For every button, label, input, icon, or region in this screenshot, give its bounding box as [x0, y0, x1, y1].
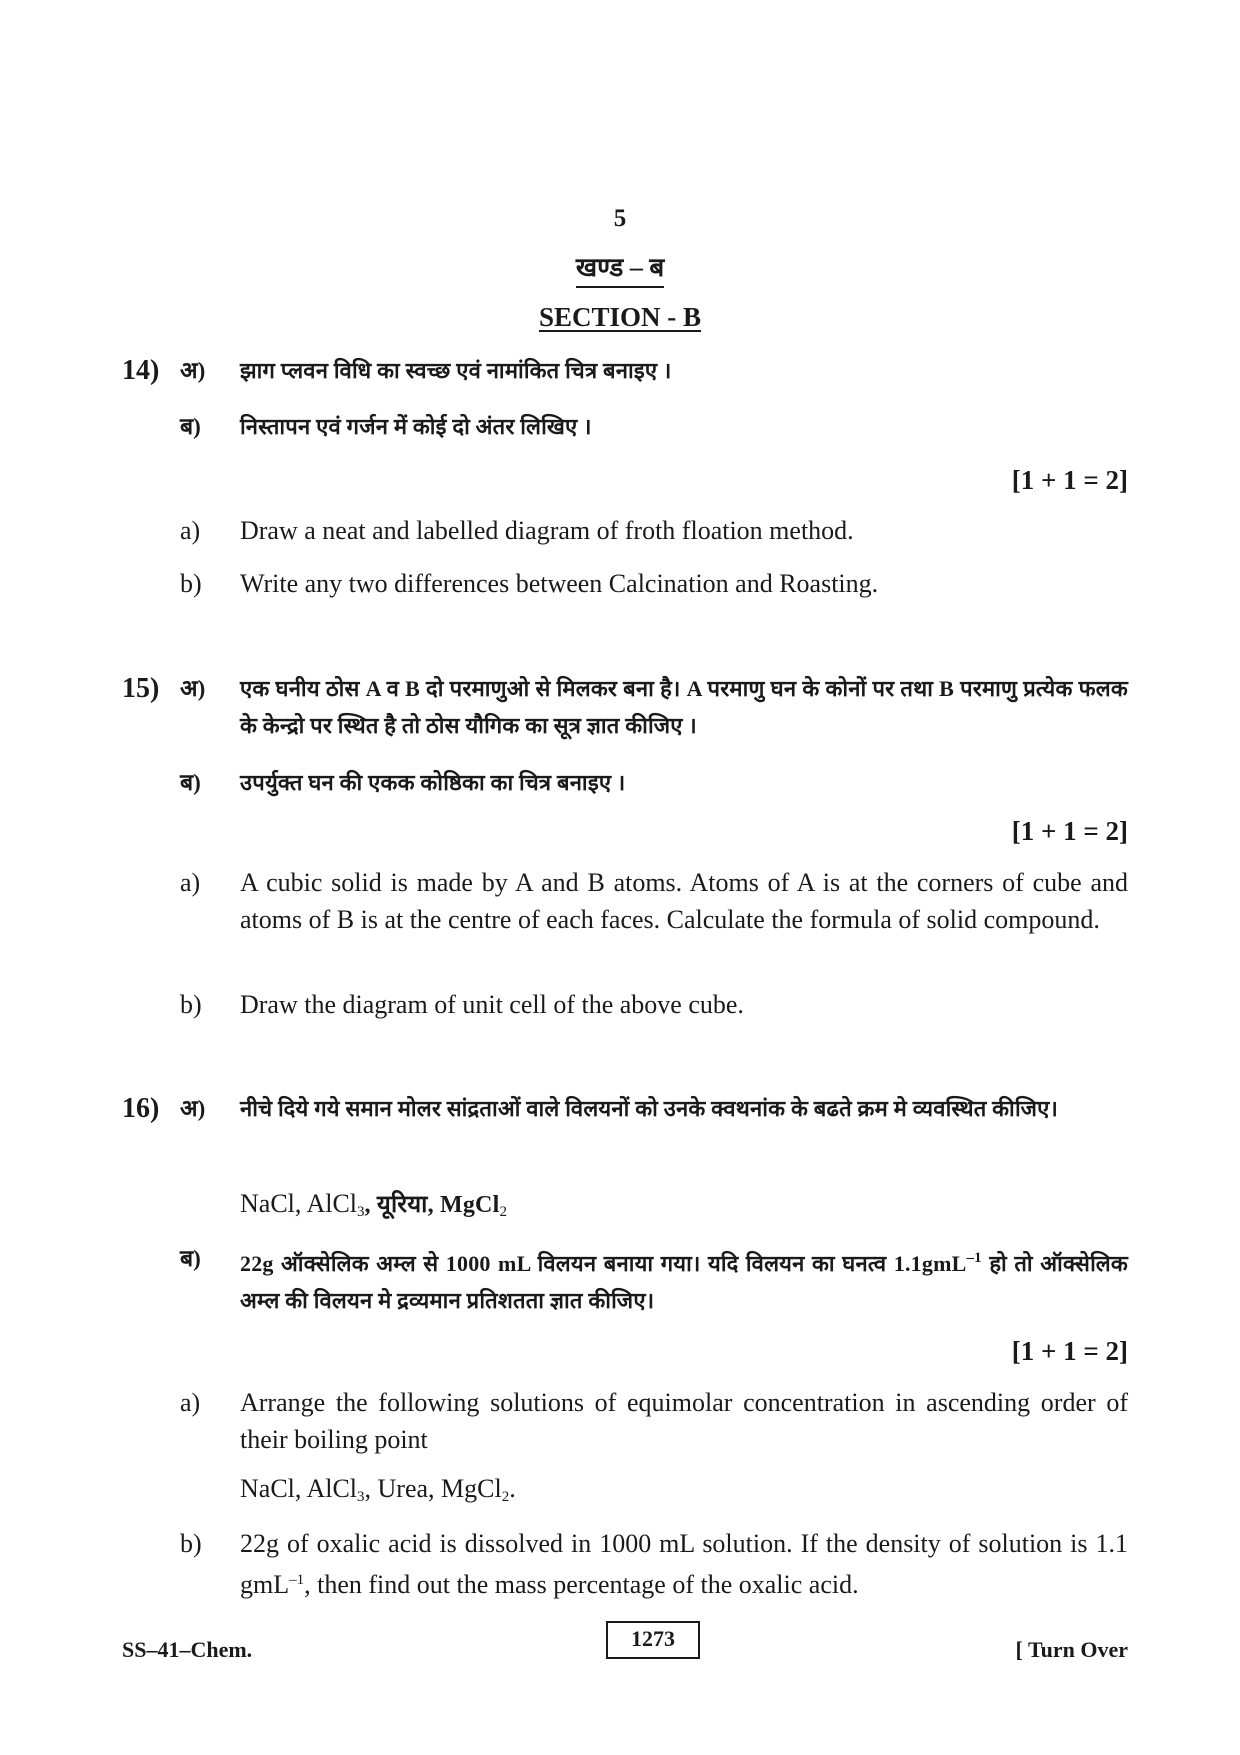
page-code-box: 1273 — [606, 1621, 700, 1659]
option-label: b) — [180, 1529, 202, 1558]
option-label: ब) — [180, 414, 201, 439]
option-label: ब) — [180, 770, 201, 795]
question-text: नीचे दिये गये समान मोलर सांद्रताओं वाले विलयनों को उनके क्वथनांक के बढते क्रम मे व्यवस्थित कीजिए। — [240, 1096, 1059, 1121]
section-heading-english: SECTION - B — [538, 302, 702, 332]
option-label: ब) — [180, 1246, 201, 1271]
question-text: उपर्युक्त घन की एकक कोष्ठिका का चित्र बनाइए । — [240, 770, 626, 795]
solution-list: NaCl, AlCl$_3$, यूरिया, MgCl$_2$ — [240, 1189, 507, 1220]
option-label: अ) — [180, 676, 206, 701]
marks: [1 + 1 = 2] — [1011, 816, 1128, 846]
question-text: Draw a neat and labelled diagram of froth floation method. — [240, 516, 854, 545]
solution-list: NaCl, AlCl$_3$, Urea, MgCl$_2$. — [240, 1474, 516, 1505]
question-text: Write any two differences between Calcination and Roasting. — [240, 569, 879, 598]
option-label: b) — [180, 990, 202, 1019]
question-text: Arrange the following solutions of equimolar concentration in ascending order of their boiling point — [240, 1388, 1128, 1454]
option-label: a) — [180, 516, 201, 545]
option-label: b) — [180, 569, 202, 598]
turn-over-note: [ Turn Over — [1015, 1637, 1128, 1662]
question-text: निस्तापन एवं गर्जन में कोई दो अंतर लिखिए । — [240, 414, 592, 439]
question-text: 22g ऑक्सेलिक अम्ल से 1000 mL विलयन बनाया गया। यदि विलयन का घनत्व 1.1gmL$^{-1}$ हो तो ऑक्सेलिक अम्ल की विलयन मे द्रव्यमान प्रतिशतता ज्ञात कीजिए। — [240, 1250, 1128, 1313]
paper-code: SS–41–Chem. — [122, 1637, 253, 1662]
option-label: a) — [180, 868, 201, 897]
question-number: 16) — [122, 1093, 160, 1124]
question-text: झाग प्लवन विधि का स्वच्छ एवं नामांकित चित्र बनाइए । — [240, 358, 672, 383]
marks: [1 + 1 = 2] — [1011, 1336, 1128, 1366]
question-text: 22g of oxalic acid is dissolved in 1000 mL solution. If the density of solution is 1.1 gmL$^{-1}$, then find out the mass percentage of the oxalic acid. — [240, 1529, 1128, 1599]
question-text: Draw the diagram of unit cell of the above cube. — [240, 990, 744, 1019]
option-label: अ) — [180, 358, 206, 383]
page-number: 5 — [613, 205, 627, 232]
question-number: 15) — [122, 673, 160, 704]
question-text: A cubic solid is made by A and B atoms. Atoms of A is at the corners of cube and atoms of B is at the centre of each faces. Calculate the formula of solid compound. — [240, 868, 1128, 934]
question-text: एक घनीय ठोस A व B दो परमाणुओ से मिलकर बना है। A परमाणु घन के कोनों पर तथा B परमाणु प्रत्येक फलक के केन्द्रो पर स्थित है तो ठोस यौगिक का सूत्र ज्ञात कीजिए । — [240, 676, 1128, 738]
section-heading-hindi: खण्ड – ब — [0, 248, 1240, 284]
question-number: 14) — [122, 355, 160, 386]
marks: [1 + 1 = 2] — [1011, 465, 1128, 495]
option-label: अ) — [180, 1096, 206, 1121]
option-label: a) — [180, 1388, 201, 1417]
